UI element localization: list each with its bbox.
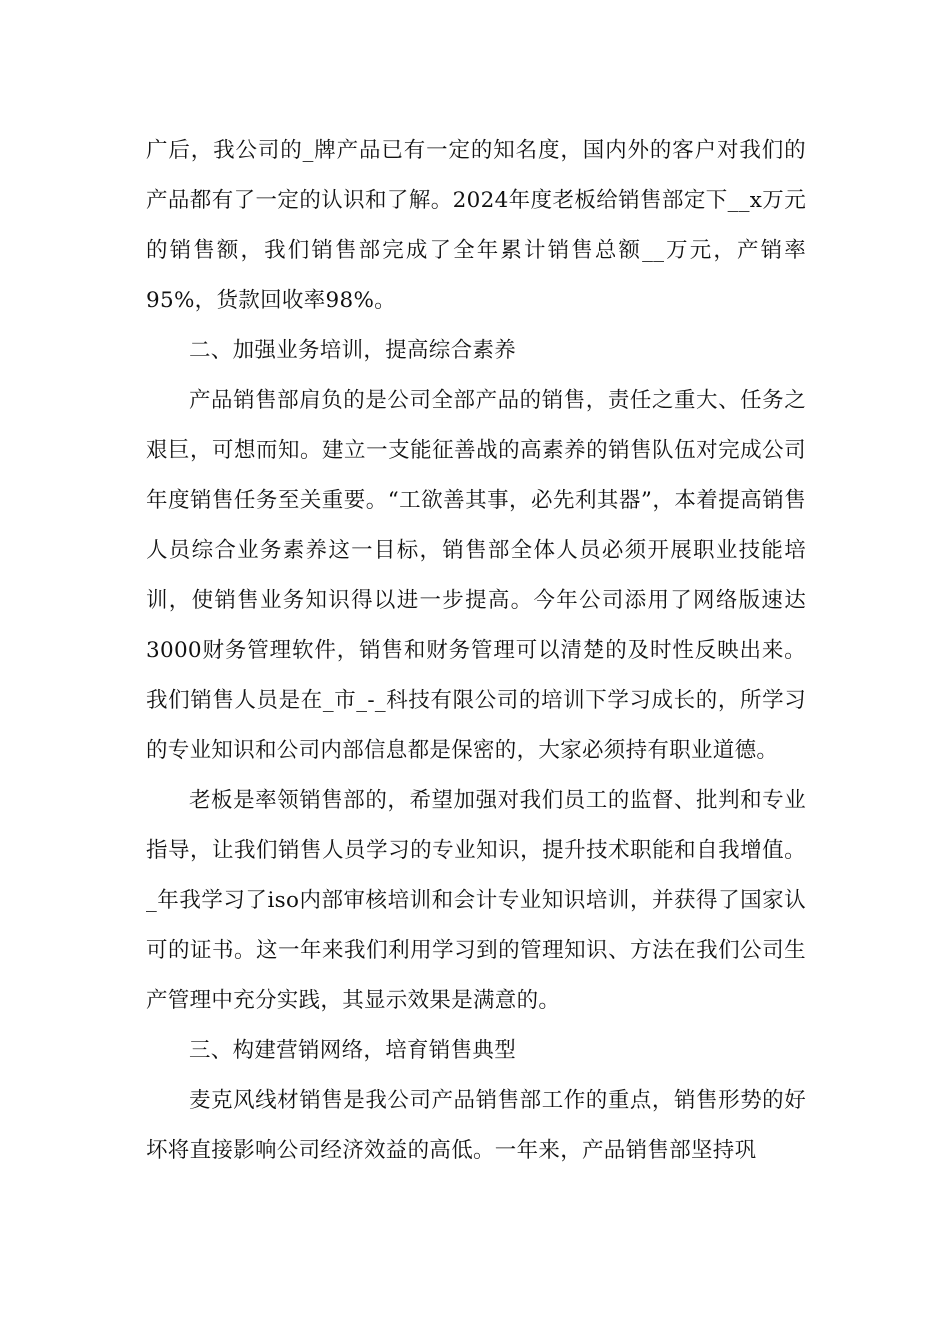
section-heading-marketing-network: 三、构建营销网络，培育销售典型 <box>189 1038 517 1063</box>
paragraph-boss-guidance: 老板是率领销售部的，希望加强对我们员工的监督、批判和专业指导，让我们销售人员学习的专业知识，提升技术职能和自我增值。_年我学习了iso内部审核培训和会计专业知识培训，并获得了国家认可的证书。这一年来我们利用学习到的管理知识、方法在我们公司生产管理中充分实践，其显示效果是满意的。 <box>146 788 806 1013</box>
paragraph-microphone-sales: 麦克风线材销售是我公司产品销售部工作的重点，销售形势的好坏将直接影响公司经济效益的高低。一年来，产品销售部坚持巩 <box>146 1088 806 1163</box>
paragraph-sales-results: 广后，我公司的_牌产品已有一定的知名度，国内外的客户对我们的产品都有了一定的认识和了解。2024年度老板给销售部定下__x万元的销售额，我们销售部完成了全年累计销售总额__万元，产销率95%，货款回收率98%。 <box>146 138 806 313</box>
document-page <box>146 126 806 1176</box>
paragraph-training-importance: 产品销售部肩负的是公司全部产品的销售，责任之重大、任务之艰巨，可想而知。建立一支能征善战的高素养的销售队伍对完成公司年度销售任务至关重要。“工欲善其事，必先利其器”，本着提高销售人员综合业务素养这一目标，销售部全体人员必须开展职业技能培训，使销售业务知识得以进一步提高。今年公司添用了网络版速达3000财务管理软件，销售和财务管理可以清楚的及时性反映出来。我们销售人员是在_市_-_科技有限公司的培训下学习成长的，所学习的专业知识和公司内部信息都是保密的，大家必须持有职业道德。 <box>146 388 806 763</box>
section-heading-training: 二、加强业务培训，提高综合素养 <box>189 338 517 363</box>
